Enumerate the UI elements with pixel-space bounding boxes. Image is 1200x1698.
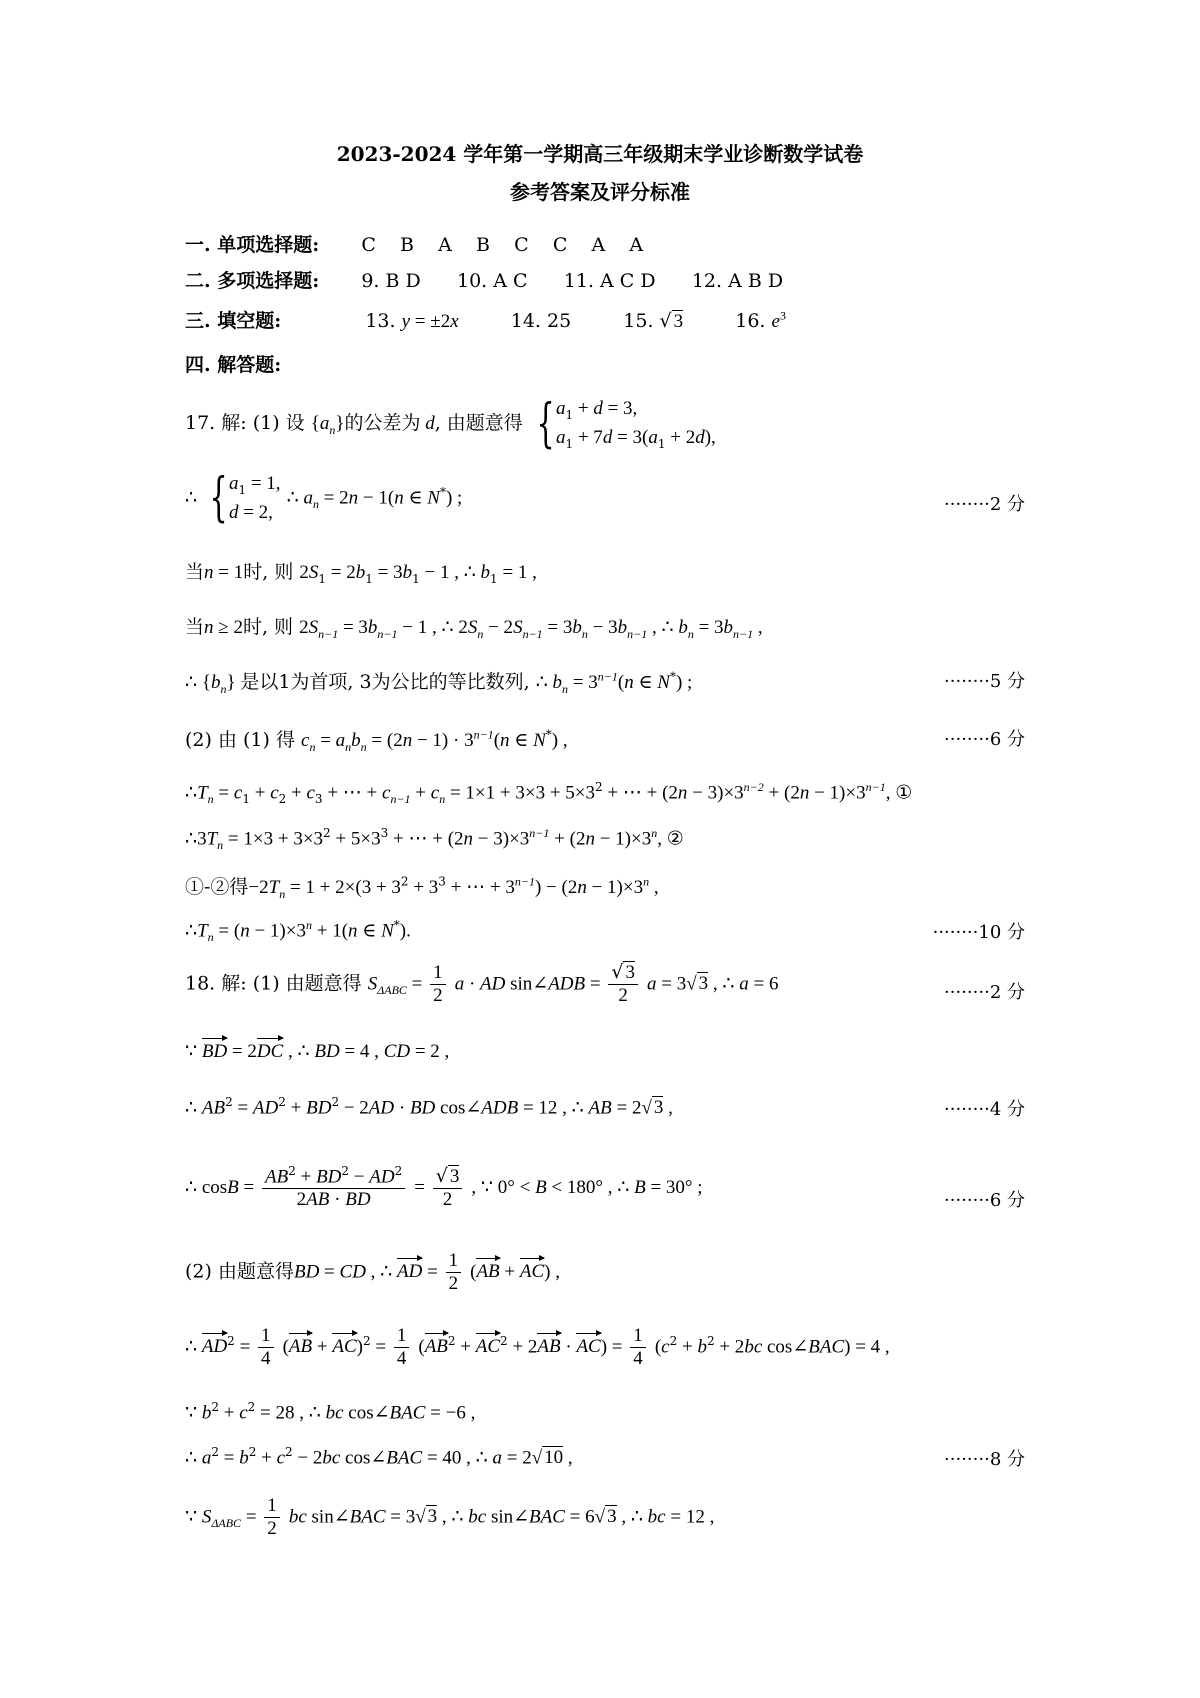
answer-16-number: 16.	[735, 310, 766, 332]
q17-line-4: 当n ≥ 2时, 则 $2S_{n-1} = 3b_{n-1} - 1$ , ∴ $2S_n - 2S_{n-1} = 3b_n - 3b_{n-1}$ , ∴ $b_n = 3b_{n-1}$ ,	[185, 616, 763, 641]
q17-line-3: 当n = 1时, 则 $2S_1 = 2b_1 = 3b_1 - 1$ , ∴ $b_1 = 1$ ,	[185, 561, 537, 586]
score-2-points-q18: ········2 分	[944, 982, 1025, 1003]
multi-choice-row	[185, 266, 783, 293]
q17-p3a: 是以1为首项, 3为公比的等比数列,	[240, 671, 530, 693]
single-choice-row	[185, 230, 643, 257]
score-6-points-q18: ········6 分	[944, 1190, 1025, 1211]
page-subtitle: 参考答案及评分标准	[510, 180, 690, 204]
q17-line-9: ①-②得$-2T_n = 1 + 2\times(3 + 3^2 + 3^3$ + ⋯ + $3^{n-1}) - (2n - 1)\times 3^n$ ,	[185, 874, 659, 901]
page-title: 2023-2024 学年第一学期高三年级期末学业诊断数学试卷	[336, 142, 864, 166]
answer-15-number: 15.	[623, 310, 654, 332]
answer-15: √ 3	[659, 310, 684, 332]
q18-p5: (2) 由题意得	[185, 1260, 294, 1283]
q18-line-9: ∵ $S_{\Delta ABC}$ = $\frac{1}{2}$ bc sin∠BAC = 3√ 3 , ∴ bc sin∠BAC = 6√ 3 , ∴ bc = 12 ,	[185, 1495, 715, 1539]
q18-line-8: ∴ $a^2 = b^2 + c^2 - 2bc$ cos∠BAC = 40 , ∴ a = 2√ 10 ,	[185, 1445, 573, 1469]
q17-p5a: ①-②得	[185, 876, 249, 898]
q17-line-5: ∴ $\{b_n\}$ 是以1为首项, 3为公比的等比数列, ∴ $b_n = 3^{n-1}(n$ ∈ N*) ;	[185, 669, 693, 696]
answer-13-number: 13.	[365, 310, 396, 332]
q18-line-7: ∵ $b^2 + c^2 = 28$ , ∴ bc cos∠BAC = −6 ,	[185, 1400, 476, 1424]
q18-lead: 18. 解: (1) 由题意得	[185, 972, 362, 995]
answer-13: y	[401, 311, 411, 332]
score-4-points: ········4 分	[944, 1099, 1025, 1120]
fill-blank-row: 三. 填空题: 13. y = ±2x 14. 25 15. √ 3 16. $e^3$	[185, 308, 786, 332]
answer-16: $e^3$	[771, 308, 786, 332]
eq-marker-2: ②	[666, 827, 684, 850]
multi-choice-label: 二. 多项选择题:	[185, 270, 320, 292]
answer-14: 14. 25	[510, 310, 572, 332]
single-choice-answers: C B A B C C A A	[361, 234, 644, 256]
q17-line-1: 17. 解: (1) 设 $\{a_n\}$的公差为 d, 由题意得 { $a_1 + d = 3$, $a_1 + 7d = 3(a_1 + 2d)$,	[185, 394, 716, 455]
q18-line-3: ∴ $AB^2 = AD^2 + BD^2 - 2AD$ · BD cos∠ADB = 12 , ∴ AB = 2√ 3 ,	[185, 1095, 673, 1119]
q18-line-5: (2) 由题意得BD = CD , ∴ AD = $\frac{1}{2}$ (AB + AC) ,	[185, 1250, 560, 1294]
q18-line-2: ∵ BD = 2DC , ∴ BD = 4 , CD = 2 ,	[185, 1041, 450, 1062]
q17-p1: 当	[185, 561, 205, 583]
q17-system: { $a_1 + d = 3$, $a_1 + 7d = 3(a_1 + 2d)$,	[536, 394, 716, 455]
q17-line-7: $\therefore T_n = c_1 + c_2 + c_3$ + ⋯ + $c_{n-1} + c_n = 1\times 1 + 3\times 3 + 5\times 3^2$ + ⋯ + $(2n - 3)\times 3^{n-2} + (2n - 1)\times 3^{n-1}$, ①	[185, 780, 913, 807]
score-2-points: ········2 分	[944, 494, 1025, 515]
score-5-points: ········5 分	[944, 671, 1025, 692]
eq-marker-1: ①	[895, 781, 913, 804]
q17-lead: 17. 解: (1) 设	[185, 412, 305, 435]
q17-line-6: (2) 由 (1) 得 $c_n = a_nb_n = (2n - 1) \cdot 3^{n-1}(n$ ∈ N*) ,	[185, 727, 568, 754]
q17-line-8: $\therefore 3T_n = 1\times 3 + 3\times 3^2 + 5\times 3^3$ + ⋯ + $(2n - 3)\times 3^{n-1} + (2n - 1)\times 3^n$, ②	[185, 826, 684, 853]
score-8-points: ········8 分	[944, 1449, 1025, 1470]
score-6-points: ········6 分	[944, 729, 1025, 750]
q17-p2b: 时, 则	[242, 616, 294, 638]
q17-p4: (2) 由 (1) 得	[185, 729, 295, 751]
q17-line-2: ∴ { $a_1 = 1$, d = 2, ∴ $a_n = 2n - 1(n$ ∈ N*) ;	[185, 468, 463, 529]
q18-line-6: ∴ $AD^2$ = $\frac{1}{4}$ (AB + AC)$^2$ = $\frac{1}{4}$ $(AB^2 + AC^2 + 2AB \cdot AC)$ = $\frac{1}{4}$ ($c^2 + b^2 + 2bc$ cos∠BAC) = 4 ,	[185, 1325, 890, 1369]
q17-p1b: 时, 则	[243, 561, 294, 583]
score-10-points: ········10 分	[932, 922, 1025, 943]
q17-line-10: $\therefore T_n = (n - 1)\times 3^n + 1(n$ ∈ N*).	[185, 918, 411, 945]
single-choice-label: 一. 单项选择题:	[185, 234, 320, 256]
multi-choice-answers: 9. B D 10. A C 11. A C D 12. A B D	[361, 270, 784, 292]
q17-p2: 当	[185, 616, 205, 638]
solution-label: 四. 解答题:	[185, 354, 282, 376]
q17-mid: 的公差为	[344, 412, 421, 435]
fill-blank-label: 三. 填空题:	[185, 310, 282, 332]
q18-line-1: 18. 解: (1) 由题意得 $S_{\Delta ABC}$ = $\frac{1}{2}$ a · AD sin∠ADB = $\frac{√ 3}{2}$ a = 3√ 3 , ∴ a = 6	[185, 961, 779, 1006]
q17-mid2: , 由题意得	[434, 412, 523, 435]
q18-line-4: ∴ cosB = $\frac{AB^2 + BD^2 - AD^2}{2AB \cdot BD}$ = $\frac{√ 3}{2}$ , ∵ 0° < B < 180° , ∴ B = 30° ;	[185, 1164, 703, 1211]
